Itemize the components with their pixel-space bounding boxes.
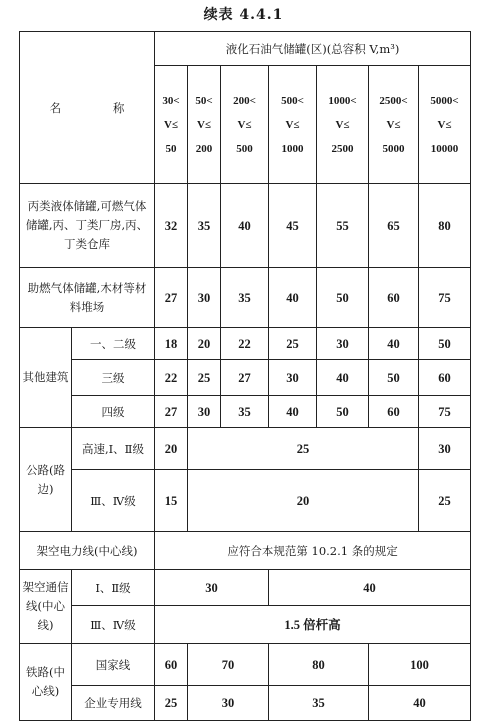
table-row — [20, 470, 471, 532]
table-cell-merged: 80 — [269, 644, 369, 686]
table-cell: 30 — [269, 360, 317, 396]
table-cell: 20 — [188, 328, 221, 360]
table-cell: 22 — [155, 360, 188, 396]
spacing-table — [19, 31, 471, 721]
table-cell: 25 — [188, 360, 221, 396]
sub-label: 国家线 — [72, 644, 155, 686]
table-row — [20, 686, 471, 721]
table-cell-merged: 70 — [188, 644, 269, 686]
table-cell-merged: 100 — [369, 644, 471, 686]
table-cell: 27 — [155, 396, 188, 428]
table-cell: 27 — [155, 268, 188, 328]
table-cell: 40 — [317, 360, 369, 396]
table-cell: 20 — [155, 428, 188, 470]
table-cell: 35 — [221, 396, 269, 428]
table-row — [20, 532, 471, 570]
table-cell: 50 — [317, 396, 369, 428]
table-cell: 80 — [419, 184, 471, 268]
table-cell: 40 — [369, 328, 419, 360]
sub-label: 四级 — [72, 396, 155, 428]
table-row — [20, 328, 471, 360]
table-cell: 60 — [369, 268, 419, 328]
header-row-group — [20, 32, 471, 66]
table-cell: 40 — [221, 184, 269, 268]
table-cell: 75 — [419, 268, 471, 328]
table-cell: 15 — [155, 470, 188, 532]
row-label-flammable: 丙类液体储罐,可燃气体储罐,丙、丁类厂房,丙、丁类仓库 — [20, 184, 155, 268]
table-cell: 50 — [317, 268, 369, 328]
table-cell: 60 — [419, 360, 471, 396]
table-cell: 65 — [369, 184, 419, 268]
table-cell: 32 — [155, 184, 188, 268]
table-cell: 60 — [369, 396, 419, 428]
table-cell: 30 — [188, 396, 221, 428]
table-cell-merged: 20 — [188, 470, 419, 532]
table-cell: 25 — [419, 470, 471, 532]
table-cell: 50 — [419, 328, 471, 360]
sub-label: Ⅲ、Ⅳ级 — [72, 470, 155, 532]
row-label-railway: 铁路(中心线) — [20, 644, 72, 721]
table-cell: 18 — [155, 328, 188, 360]
table-cell: 40 — [269, 268, 317, 328]
sub-label: 三级 — [72, 360, 155, 396]
table-cell: 75 — [419, 396, 471, 428]
table-row — [20, 360, 471, 396]
table-cell: 55 — [317, 184, 369, 268]
table-cell-merged: 应符合本规范第 10.2.1 条的规定 — [155, 532, 471, 570]
table-cell: 30 — [419, 428, 471, 470]
row-label-combustion: 助燃气体储罐,木材等材料堆场 — [20, 268, 155, 328]
row-label-power: 架空电力线(中心线) — [20, 532, 155, 570]
row-label-road: 公路(路边) — [20, 428, 72, 532]
table-row — [20, 268, 471, 328]
sub-label: 一、二级 — [72, 328, 155, 360]
range-header: 1000< V≤ 2500 — [317, 66, 369, 184]
table-cell-merged: 40 — [269, 570, 471, 606]
table-caption: 续表 4.4.1 — [203, 7, 284, 23]
table-row — [20, 184, 471, 268]
table-cell-merged: 30 — [155, 570, 269, 606]
range-header: 50< V≤ 200 — [188, 66, 221, 184]
sub-label: 企业专用线 — [72, 686, 155, 721]
table-cell: 30 — [317, 328, 369, 360]
sub-label: Ⅲ、Ⅳ级 — [72, 606, 155, 644]
table-cell: 22 — [221, 328, 269, 360]
table-row — [20, 644, 471, 686]
table-cell: 25 — [155, 686, 188, 721]
range-header: 30< V≤ 50 — [155, 66, 188, 184]
table-cell: 45 — [269, 184, 317, 268]
table-row — [20, 428, 471, 470]
table-cell-merged: 30 — [188, 686, 269, 721]
table-cell: 35 — [221, 268, 269, 328]
sub-label: Ⅰ、Ⅱ级 — [72, 570, 155, 606]
range-header: 200< V≤ 500 — [221, 66, 269, 184]
table-cell-merged: 35 — [269, 686, 369, 721]
table-row — [20, 606, 471, 644]
table-cell: 27 — [221, 360, 269, 396]
table-cell: 30 — [188, 268, 221, 328]
range-header: 2500< V≤ 5000 — [369, 66, 419, 184]
row-label-other: 其他建筑 — [20, 328, 72, 428]
table-cell: 25 — [269, 328, 317, 360]
range-header: 5000< V≤ 10000 — [419, 66, 471, 184]
table-cell: 60 — [155, 644, 188, 686]
table-cell: 40 — [269, 396, 317, 428]
table-cell-merged: 25 — [188, 428, 419, 470]
table-row — [20, 396, 471, 428]
group-header: 液化石油气储罐(区)(总容积 V,m³) — [155, 32, 471, 66]
range-header: 500< V≤ 1000 — [269, 66, 317, 184]
table-cell: 35 — [188, 184, 221, 268]
table-cell-merged: 40 — [369, 686, 471, 721]
table-row — [20, 570, 471, 606]
name-header: 名 称 — [20, 32, 155, 184]
row-label-telecom: 架空通信线(中心线) — [20, 570, 72, 644]
sub-label: 高速,Ⅰ、Ⅱ级 — [72, 428, 155, 470]
table-cell: 50 — [369, 360, 419, 396]
table-cell-merged: 1.5 倍杆高 — [155, 606, 471, 644]
